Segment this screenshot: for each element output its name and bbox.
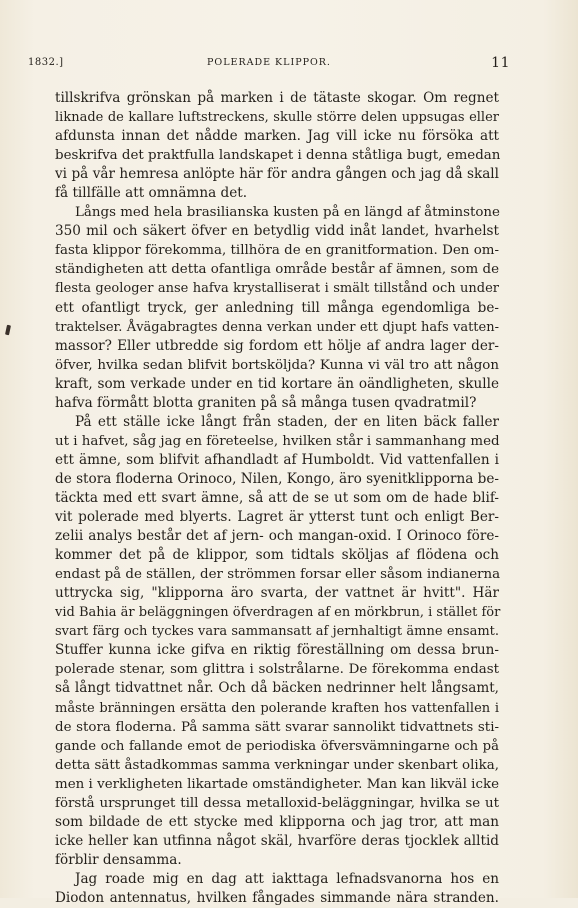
text-line: få tillfälle att omnämna det.	[55, 185, 248, 202]
text-line: beskrifva det praktfulla landskapet i denna ståtliga bugt, emedan	[55, 148, 501, 164]
body-text	[55, 89, 499, 908]
text-line: detta sätt åstadkommas samma verkningar under skenbart olika,	[55, 757, 499, 773]
text-line: ett ofantligt tryck, ger anledning till många egendomliga be-	[55, 299, 499, 316]
text-line: flesta geologer anse hafva krystalliserat i smält tillstånd och under	[55, 281, 499, 297]
text-line: hafva förmått blotta graniten på så många tusen qvadratmil?	[55, 394, 477, 411]
text-line: Stuffer kunna icke gifva en riktig föreställning om dessa brun-	[55, 642, 499, 659]
text-line: måste bränningen ersätta den polerande kraften hos vattenfallen i	[55, 700, 499, 716]
text-line: Jag roade mig en dag att iakttaga lefnadsvanorna hos en	[75, 870, 499, 887]
text-line: vi på vår hemresa anlöpte här för andra gången och jag då skall	[55, 166, 499, 183]
text-line: kommer det på de klippor, som tidtals sköljas af flödena och	[55, 547, 499, 564]
header-title: POLERADE KLIPPOR.	[207, 57, 331, 68]
text-line: svart färg och tyckes vara sammansatt af jernhaltigt ämne ensamt.	[55, 624, 499, 640]
text-line: men i verkligheten likartade omständigheter. Man kan likväl icke	[55, 776, 499, 792]
header-year: 1832.]	[28, 57, 64, 68]
text-line: traktelser. Åvägabragtes denna verkan under ett djupt hafs vatten-	[55, 319, 499, 335]
text-line: zelii analys består det af jern- och mangan-oxid. I Orinoco före-	[55, 528, 499, 545]
margin-mark	[5, 325, 11, 336]
text-line: ständigheten att detta ofantliga område består af ämnen, som de	[55, 262, 499, 278]
text-line: 350 mil och säkert öfver en betydlig vidd inåt landet, hvarhelst	[55, 223, 499, 240]
text-line: som bildade de ett stycke med klipporna och jag tror, att man	[55, 813, 499, 830]
text-line: vit polerade med blyerts. Lagret är ytterst tunt och enligt Ber-	[55, 509, 499, 526]
text-line: ett ämne, som blifvit afhandladt af Humboldt. Vid vattenfallen i	[55, 451, 499, 468]
text-line: ut i hafvet, såg jag en företeelse, hvilken står i sammanhang med	[55, 433, 500, 449]
text-line: gande och fallande emot de periodiska öfversvämningarne och på	[55, 738, 499, 754]
text-line: På ett ställe icke långt från staden, der en liten bäck faller	[75, 413, 499, 430]
text-line: så långt tidvattnet når. Och då bäcken nedrinner helt långsamt,	[55, 680, 499, 697]
running-header	[28, 55, 510, 71]
text-line: de stora floderna. På samma sätt svarar sannolikt tidvattnets sti-	[55, 719, 499, 735]
text-line: vid Bahia är beläggningen öfverdragen af en mörkbrun, i stället för	[55, 605, 501, 621]
text-line: uttrycka sig, "klipporna äro svarta, der vattnet är hvitt". Här	[55, 585, 499, 602]
text-line: förstå ursprunget till dessa metalloxid-beläggningar, hvilka se ut	[55, 795, 499, 811]
text-line: öfver, hvilka sedan blifvit bortsköljda? Kunna vi väl tro att någon	[55, 357, 499, 373]
page-number: 11	[491, 55, 510, 71]
text-line: täckta med ett svart ämne, så att de se ut som om de hade blif-	[55, 489, 499, 506]
text-line: endast på de ställen, der strömmen forsar eller såsom indianerna	[55, 567, 501, 583]
text-line: tillskrifva grönskan på marken i de tätaste skogar. Om regnet	[55, 90, 499, 106]
text-line: fasta klippor förekomma, tillhöra de en granitformation. Den om-	[55, 243, 499, 259]
text-line: massor? Eller utbredde sig fordom ett hölje af andra lager der-	[55, 337, 499, 354]
text-line: förblir densamma.	[55, 851, 182, 868]
text-line: afdunsta innan det nådde marken. Jag vill icke nu försöka att	[55, 128, 499, 145]
text-line: kraft, som verkade under en tid kortare än oändligheten, skulle	[55, 375, 499, 392]
text-line: liknade de kallare luftstreckens, skulle större delen uppsugas eller	[55, 110, 499, 126]
text-line: icke heller kan utfinna något skäl, hvarföre deras tjocklek alltid	[55, 832, 499, 849]
text-line: Diodon antennatus, hvilken fångades simmande nära stranden.	[55, 889, 499, 906]
text-line: polerade stenar, som glittra i solstrålarne. De förekomma endast	[55, 662, 499, 678]
text-line: de stora floderna Orinoco, Nilen, Kongo, äro syenitklipporna be-	[55, 470, 499, 487]
text-line: Långs med hela brasilianska kusten på en längd af åtminstone	[75, 205, 500, 221]
